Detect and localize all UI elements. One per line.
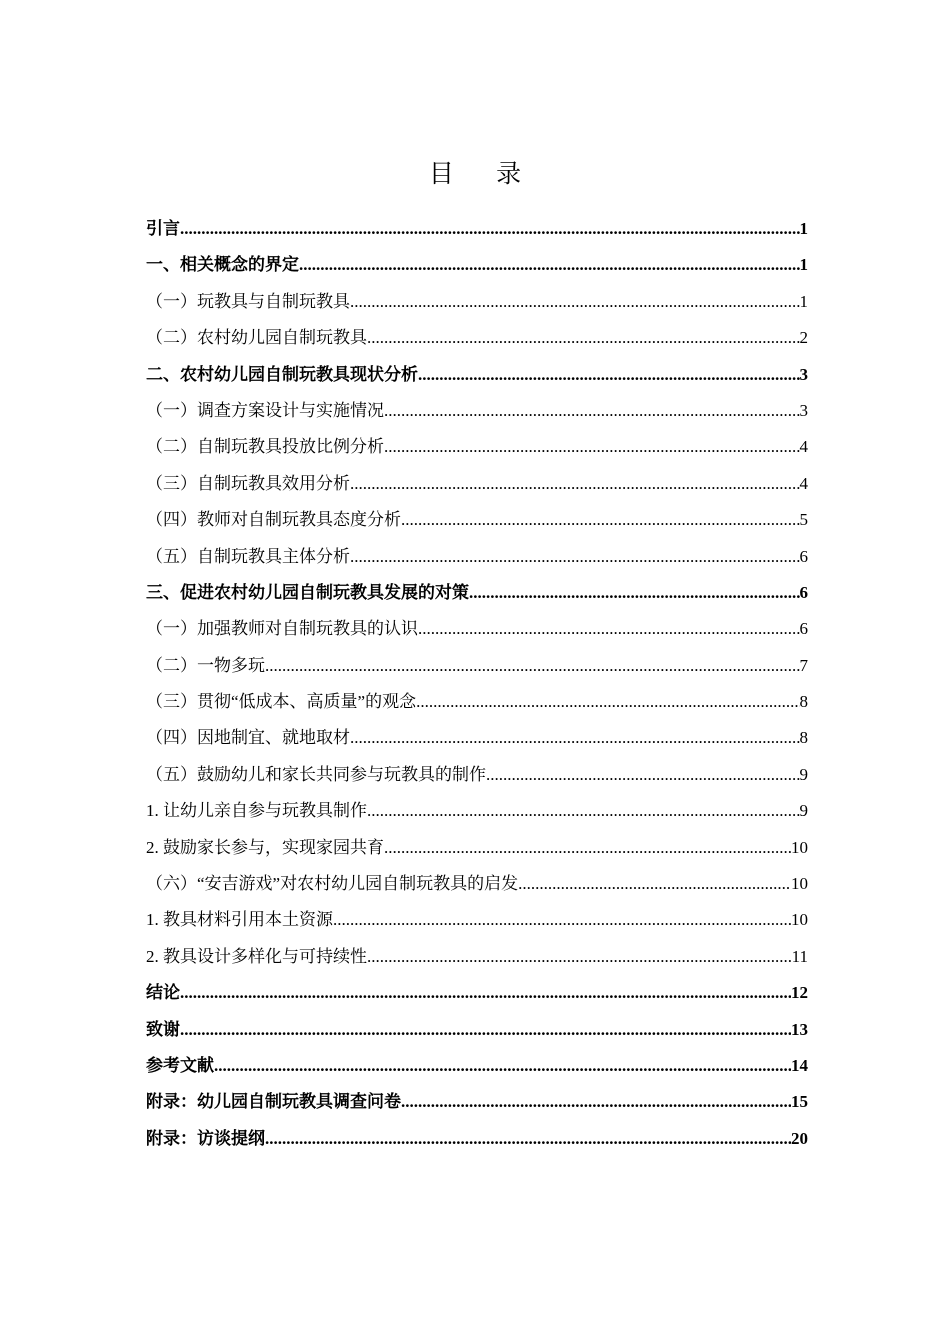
toc-page-number: 10 xyxy=(791,874,808,894)
toc-entry-label: 参考文献 xyxy=(146,1055,214,1075)
toc-dot-leader xyxy=(401,1084,791,1120)
toc-page-number: 10 xyxy=(791,837,808,857)
toc-dot-leader xyxy=(180,1012,791,1048)
toc-page-number: 14 xyxy=(791,1055,808,1075)
toc-entry-label: 1. 教具材料引用本土资源 xyxy=(146,910,333,930)
toc-page-number: 3 xyxy=(799,364,808,384)
toc-entry[interactable] xyxy=(146,611,808,647)
toc-entry[interactable] xyxy=(146,866,808,902)
toc-page-number: 1 xyxy=(799,219,808,238)
toc-dot-leader xyxy=(333,902,791,938)
toc-dot-leader xyxy=(265,1121,791,1157)
toc-page-number: 8 xyxy=(799,728,808,748)
toc-page-number: 12 xyxy=(791,983,808,1003)
toc-page-number: 6 xyxy=(799,582,808,602)
toc-title: 目 录 xyxy=(428,160,540,188)
toc-entry-label: （二）农村幼儿园自制玩教具 xyxy=(146,328,367,348)
toc-dot-leader xyxy=(214,1048,791,1084)
toc-entry[interactable] xyxy=(146,1084,808,1120)
toc-entry[interactable] xyxy=(146,757,808,793)
toc-dot-leader xyxy=(367,320,800,356)
toc-dot-leader xyxy=(350,539,800,575)
toc-entry[interactable] xyxy=(146,793,808,829)
toc-dot-leader xyxy=(265,648,800,684)
toc-entry-label: （三）贯彻“低成本、高质量”的观念 xyxy=(146,692,417,712)
toc-page-number: 1 xyxy=(799,291,808,311)
toc-entry[interactable] xyxy=(146,720,808,756)
toc-page-number: 1 xyxy=(799,255,808,275)
toc-page-number: 6 xyxy=(799,546,808,566)
toc-entry[interactable] xyxy=(146,357,808,393)
toc-page-number: 3 xyxy=(799,400,808,420)
toc-dot-leader xyxy=(367,793,800,829)
toc-dot-leader xyxy=(384,830,791,866)
toc-dot-leader xyxy=(486,757,800,793)
toc-dot-leader xyxy=(401,502,800,538)
toc-list xyxy=(146,211,808,1157)
toc-entry[interactable] xyxy=(146,1048,808,1084)
toc-entry-label: 附录：幼儿园自制玩教具调查问卷 xyxy=(146,1092,401,1112)
toc-page-number: 20 xyxy=(791,1128,808,1148)
toc-dot-leader xyxy=(299,247,800,283)
toc-page-number: 10 xyxy=(791,910,808,930)
toc-entry-label: （四）教师对自制玩教具态度分析 xyxy=(146,510,401,530)
toc-dot-leader xyxy=(418,611,800,647)
toc-page-number: 9 xyxy=(799,764,808,784)
toc-entry-label: （三）自制玩教具效用分析 xyxy=(146,473,350,493)
toc-dot-leader xyxy=(350,720,800,756)
toc-entry[interactable] xyxy=(146,684,808,720)
toc-page-number: 7 xyxy=(799,655,808,675)
toc-entry[interactable] xyxy=(146,539,808,575)
toc-entry[interactable] xyxy=(146,429,808,465)
toc-entry-label: （五）鼓励幼儿和家长共同参与玩教具的制作 xyxy=(146,764,486,784)
toc-entry[interactable] xyxy=(146,830,808,866)
toc-dot-leader xyxy=(367,939,792,975)
toc-entry-label: （六）“安吉游戏”对农村幼儿园自制玩教具的启发 xyxy=(146,874,519,894)
toc-entry[interactable] xyxy=(146,211,808,247)
toc-entry-label: （四）因地制宜、就地取材 xyxy=(146,728,350,748)
toc-entry-label: （二）自制玩教具投放比例分析 xyxy=(146,437,384,457)
toc-dot-leader xyxy=(469,575,800,611)
toc-page-number: 2 xyxy=(799,328,808,348)
toc-entry[interactable] xyxy=(146,648,808,684)
toc-dot-leader xyxy=(384,393,800,429)
toc-entry[interactable] xyxy=(146,939,808,975)
toc-entry[interactable] xyxy=(146,575,808,611)
toc-page-number: 11 xyxy=(791,946,808,966)
toc-entry[interactable] xyxy=(146,284,808,320)
toc-entry[interactable] xyxy=(146,320,808,356)
toc-entry-label: （一）加强教师对自制玩教具的认识 xyxy=(146,619,418,639)
toc-entry-label: 二、农村幼儿园自制玩教具现状分析 xyxy=(146,364,418,384)
toc-page-number: 15 xyxy=(791,1092,808,1112)
toc-entry-label: （一）调查方案设计与实施情况 xyxy=(146,400,384,420)
toc-entry[interactable] xyxy=(146,466,808,502)
toc-page-number: 8 xyxy=(799,692,808,712)
toc-entry-label: （一）玩教具与自制玩教具 xyxy=(146,291,350,311)
toc-dot-leader xyxy=(384,429,800,465)
toc-page-number: 6 xyxy=(799,619,808,639)
toc-page-number: 13 xyxy=(791,1019,808,1039)
toc-entry-label: 2. 鼓励家长参与，实现家园共育 xyxy=(146,837,384,857)
toc-entry[interactable] xyxy=(146,502,808,538)
toc-entry[interactable] xyxy=(146,247,808,283)
toc-entry-label: 三、促进农村幼儿园自制玩教具发展的对策 xyxy=(146,582,469,602)
toc-entry-label: （二）一物多玩 xyxy=(146,655,265,675)
toc-dot-leader xyxy=(518,866,791,902)
toc-entry-label: 引言 xyxy=(146,219,180,238)
toc-dot-leader xyxy=(418,357,800,393)
toc-entry-label: 附录：访谈提纲 xyxy=(146,1128,265,1148)
toc-page-number: 4 xyxy=(799,473,808,493)
toc-entry[interactable] xyxy=(146,1012,808,1048)
toc-entry-label: 一、相关概念的界定 xyxy=(146,255,299,275)
toc-dot-leader xyxy=(180,975,791,1011)
toc-dot-leader xyxy=(416,684,799,720)
toc-page-number: 9 xyxy=(799,801,808,821)
toc-dot-leader xyxy=(350,284,800,320)
toc-entry-label: 结论 xyxy=(146,983,180,1003)
toc-entry[interactable] xyxy=(146,975,808,1011)
toc-entry-label: 1. 让幼儿亲自参与玩教具制作 xyxy=(146,801,367,821)
toc-page-number: 5 xyxy=(799,510,808,530)
toc-dot-leader xyxy=(180,211,800,247)
toc-entry-label: 2. 教具设计多样化与可持续性 xyxy=(146,946,367,966)
toc-entry[interactable] xyxy=(146,1121,808,1157)
toc-entry-label: 致谢 xyxy=(146,1019,180,1039)
toc-dot-leader xyxy=(350,466,800,502)
toc-entry[interactable] xyxy=(146,902,808,938)
toc-entry[interactable] xyxy=(146,393,808,429)
toc-entry-label: （五）自制玩教具主体分析 xyxy=(146,546,350,566)
toc-page-number: 4 xyxy=(799,437,808,457)
